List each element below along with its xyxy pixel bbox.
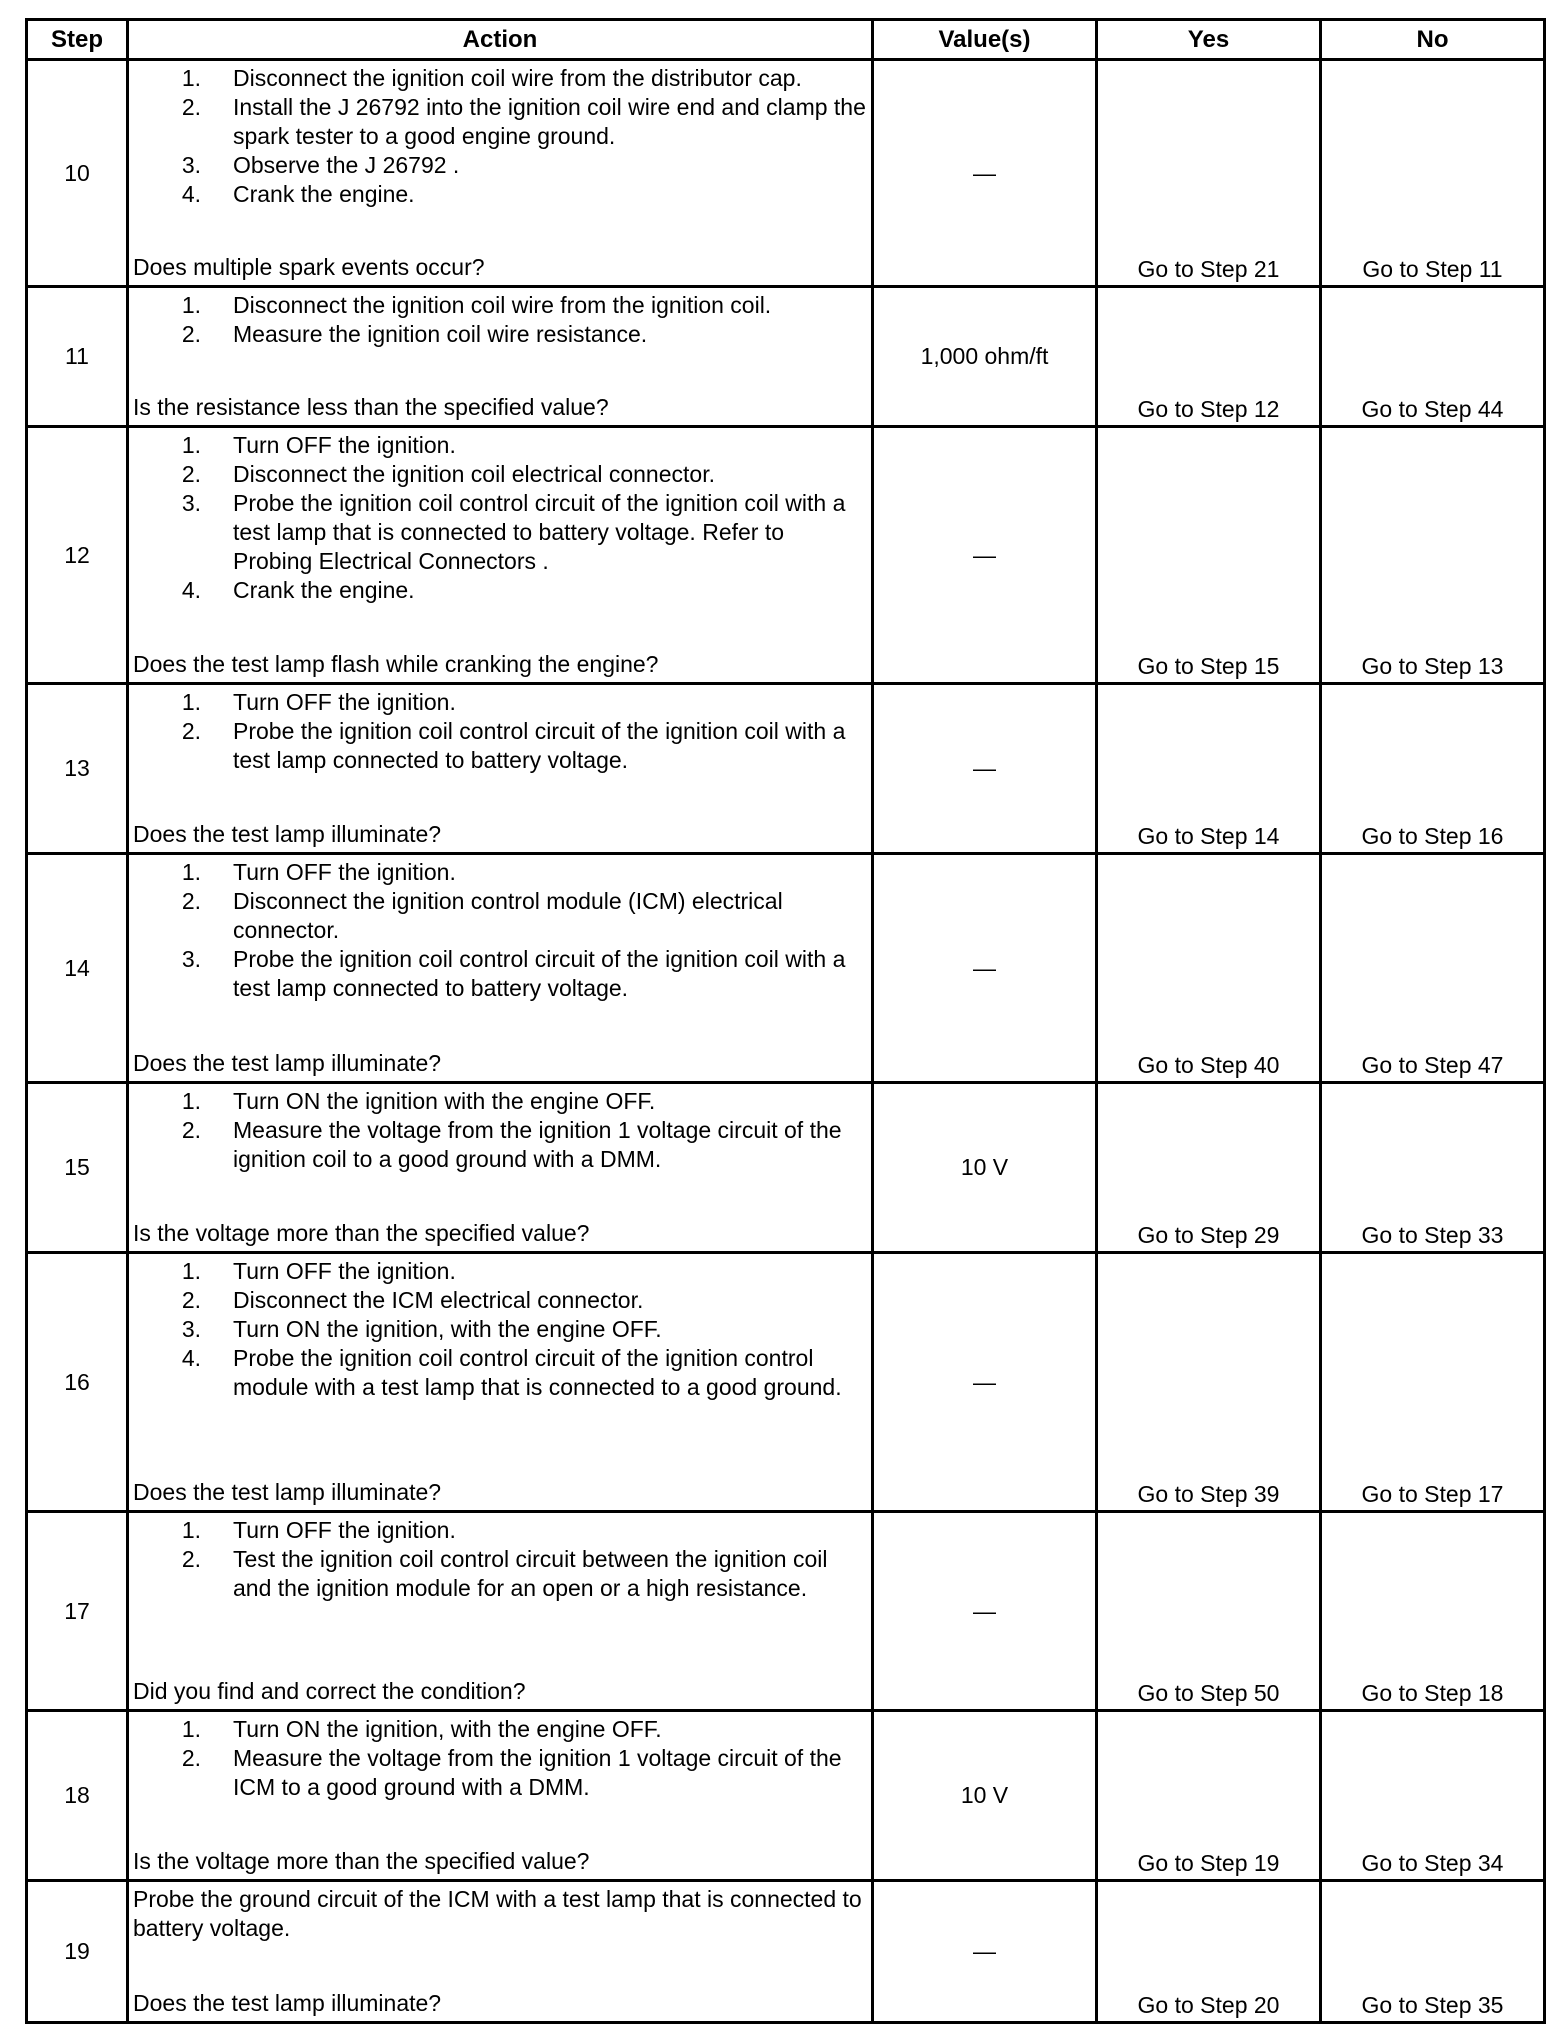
- action-item-number: 2.: [181, 94, 201, 120]
- action-item-number: 2.: [181, 461, 201, 487]
- action-item: [133, 576, 867, 605]
- action-item-number: 3.: [181, 152, 201, 178]
- header-step: Step: [27, 20, 128, 60]
- action-item: [133, 1087, 867, 1116]
- action-item-number: 2.: [181, 718, 201, 744]
- action-item: [133, 1744, 867, 1802]
- action-item-number: 2.: [181, 888, 201, 914]
- yes-cell: Go to Step 14: [1097, 684, 1321, 854]
- no-cell: Go to Step 44: [1321, 287, 1545, 427]
- step-number: 15: [27, 1083, 128, 1253]
- action-item: [133, 945, 867, 1003]
- action-item-text: Turn OFF the ignition.: [233, 859, 456, 885]
- action-item-text: Install the J 26792 into the ignition coil wire end and clamp the spark tester to a good engine ground.: [233, 94, 866, 149]
- action-item: [133, 1116, 867, 1174]
- action-cell: [128, 684, 873, 854]
- action-list: [133, 1715, 867, 1802]
- value-cell: —: [873, 60, 1097, 287]
- action-list: [133, 688, 867, 775]
- action-question: Does the test lamp illuminate?: [133, 1050, 442, 1076]
- header-action: Action: [128, 20, 873, 60]
- action-question: Did you find and correct the condition?: [133, 1678, 526, 1704]
- action-item-text: Disconnect the ignition coil wire from the ignition coil.: [233, 292, 772, 318]
- yes-cell: Go to Step 39: [1097, 1253, 1321, 1512]
- action-item-number: 1.: [181, 1088, 201, 1114]
- step-number: 10: [27, 60, 128, 287]
- no-cell: Go to Step 35: [1321, 1881, 1545, 2023]
- action-item-number: 3.: [181, 490, 201, 516]
- action-item-number: 3.: [181, 1316, 201, 1342]
- value-cell: —: [873, 684, 1097, 854]
- step-number: 13: [27, 684, 128, 854]
- action-list: [133, 1257, 867, 1402]
- step-number: 14: [27, 854, 128, 1083]
- action-item-text: Probe the ignition coil control circuit of the ignition coil with a test lamp connected to battery voltage.: [233, 718, 846, 773]
- yes-cell: Go to Step 29: [1097, 1083, 1321, 1253]
- action-item: [133, 717, 867, 775]
- action-list: [133, 64, 867, 209]
- action-item-number: 4.: [181, 1345, 201, 1371]
- no-cell: Go to Step 47: [1321, 854, 1545, 1083]
- table-row: [27, 60, 1545, 287]
- value-cell: 10 V: [873, 1083, 1097, 1253]
- header-row: [27, 20, 1545, 60]
- action-item-text: Turn OFF the ignition.: [233, 1517, 456, 1543]
- action-item-text: Crank the engine.: [233, 181, 415, 207]
- no-cell: Go to Step 16: [1321, 684, 1545, 854]
- action-list: [133, 431, 867, 605]
- table-row: [27, 1083, 1545, 1253]
- action-item: [133, 291, 867, 320]
- action-item-number: 4.: [181, 181, 201, 207]
- value-cell: —: [873, 854, 1097, 1083]
- no-cell: Go to Step 33: [1321, 1083, 1545, 1253]
- action-item: [133, 1715, 867, 1744]
- table-row: [27, 1253, 1545, 1512]
- action-item-text: Crank the engine.: [233, 577, 415, 603]
- action-cell: [128, 1512, 873, 1711]
- action-item-number: 1.: [181, 292, 201, 318]
- action-item-text: Turn OFF the ignition.: [233, 1258, 456, 1284]
- action-item-number: 1.: [181, 1258, 201, 1284]
- action-item-number: 2.: [181, 321, 201, 347]
- action-item-number: 3.: [181, 946, 201, 972]
- action-item: [133, 151, 867, 180]
- action-item: [133, 1344, 867, 1402]
- table-row: [27, 1711, 1545, 1881]
- step-number: 18: [27, 1711, 128, 1881]
- action-question: Does the test lamp illuminate?: [133, 1479, 442, 1505]
- no-cell: Go to Step 17: [1321, 1253, 1545, 1512]
- action-item: [133, 489, 867, 576]
- value-cell: —: [873, 1253, 1097, 1512]
- action-item-text: Probe the ignition coil control circuit of the ignition control module with a test lamp that is connected to a good ground.: [233, 1345, 842, 1400]
- value-cell: —: [873, 1512, 1097, 1711]
- action-item: [133, 320, 867, 349]
- action-question: Does multiple spark events occur?: [133, 254, 485, 280]
- action-item-text: Measure the voltage from the ignition 1 voltage circuit of the ignition coil to a good ground with a DMM.: [233, 1117, 842, 1172]
- action-cell: [128, 1711, 873, 1881]
- value-cell: —: [873, 427, 1097, 684]
- yes-cell: Go to Step 19: [1097, 1711, 1321, 1881]
- action-list: [133, 858, 867, 1003]
- action-item-text: Test the ignition coil control circuit between the ignition coil and the ignition module for an open or a high resistance.: [233, 1546, 828, 1601]
- value-cell: 10 V: [873, 1711, 1097, 1881]
- action-item-text: Turn ON the ignition, with the engine OFF.: [233, 1716, 662, 1742]
- value-cell: 1,000 ohm/ft: [873, 287, 1097, 427]
- action-item: [133, 1516, 867, 1545]
- action-list: [133, 1087, 867, 1174]
- yes-cell: Go to Step 20: [1097, 1881, 1321, 2023]
- table-row: [27, 684, 1545, 854]
- action-item: [133, 887, 867, 945]
- action-item: [133, 688, 867, 717]
- yes-cell: Go to Step 15: [1097, 427, 1321, 684]
- no-cell: Go to Step 13: [1321, 427, 1545, 684]
- action-item-number: 2.: [181, 1287, 201, 1313]
- action-item: [133, 858, 867, 887]
- action-cell: [128, 854, 873, 1083]
- action-item-number: 2.: [181, 1117, 201, 1143]
- header-values: Value(s): [873, 20, 1097, 60]
- action-item-text: Measure the voltage from the ignition 1 voltage circuit of the ICM to a good ground with a DMM.: [233, 1745, 842, 1800]
- action-item-number: 2.: [181, 1546, 201, 1572]
- action-item-text: Measure the ignition coil wire resistance.: [233, 321, 648, 347]
- action-question: Does the test lamp illuminate?: [133, 821, 442, 847]
- action-list: [133, 1516, 867, 1603]
- action-cell: [128, 1881, 873, 2023]
- header-no: No: [1321, 20, 1545, 60]
- table-row: [27, 1512, 1545, 1711]
- header-yes: Yes: [1097, 20, 1321, 60]
- action-item-number: 1.: [181, 1716, 201, 1742]
- yes-cell: Go to Step 12: [1097, 287, 1321, 427]
- action-item-text: Disconnect the ignition control module (ICM) electrical connector.: [233, 888, 783, 943]
- action-item-text: Turn ON the ignition, with the engine OFF.: [233, 1316, 662, 1342]
- action-item-number: 1.: [181, 859, 201, 885]
- step-number: 16: [27, 1253, 128, 1512]
- action-item-number: 1.: [181, 432, 201, 458]
- action-item-number: 4.: [181, 577, 201, 603]
- action-question: Is the resistance less than the specified value?: [133, 394, 609, 420]
- action-item: [133, 180, 867, 209]
- yes-cell: Go to Step 40: [1097, 854, 1321, 1083]
- no-cell: Go to Step 34: [1321, 1711, 1545, 1881]
- action-item: [133, 1286, 867, 1315]
- action-item-text: Probe the ignition coil control circuit of the ignition coil with a test lamp that is connected to battery voltage. Refer to Probing Electrical Connectors .: [233, 490, 846, 574]
- action-item: [133, 93, 867, 151]
- value-cell: —: [873, 1881, 1097, 2023]
- action-item-text: Turn ON the ignition with the engine OFF.: [233, 1088, 656, 1114]
- action-question: Does the test lamp illuminate?: [133, 1990, 442, 2016]
- action-item-text: Probe the ignition coil control circuit of the ignition coil with a test lamp connected to battery voltage.: [233, 946, 846, 1001]
- action-cell: [128, 287, 873, 427]
- action-question: Is the voltage more than the specified value?: [133, 1848, 590, 1874]
- no-cell: Go to Step 11: [1321, 60, 1545, 287]
- action-item-text: Turn OFF the ignition.: [233, 689, 456, 715]
- action-item-text: Disconnect the ignition coil wire from the distributor cap.: [233, 65, 802, 91]
- action-item-text: Turn OFF the ignition.: [233, 432, 456, 458]
- table-row: [27, 427, 1545, 684]
- action-question: Is the voltage more than the specified value?: [133, 1220, 590, 1246]
- yes-cell: Go to Step 21: [1097, 60, 1321, 287]
- step-number: 17: [27, 1512, 128, 1711]
- action-item-text: Disconnect the ICM electrical connector.: [233, 1287, 644, 1313]
- action-item: [133, 1545, 867, 1603]
- no-cell: Go to Step 18: [1321, 1512, 1545, 1711]
- action-item: [133, 1315, 867, 1344]
- action-intro: Probe the ground circuit of the ICM with a test lamp that is connected to battery voltage.: [133, 1886, 862, 1941]
- action-item-number: 1.: [181, 65, 201, 91]
- diagnostic-table: [25, 18, 1546, 2024]
- diagnostic-table-container: [25, 18, 1543, 2024]
- table-row: [27, 1881, 1545, 2023]
- action-item-text: Disconnect the ignition coil electrical connector.: [233, 461, 715, 487]
- action-item: [133, 64, 867, 93]
- action-cell: [128, 427, 873, 684]
- action-cell: [128, 1253, 873, 1512]
- table-row: [27, 854, 1545, 1083]
- action-item-text: Observe the J 26792 .: [233, 152, 460, 178]
- action-item-number: 1.: [181, 689, 201, 715]
- action-list: [133, 291, 867, 349]
- action-question: Does the test lamp flash while cranking the engine?: [133, 651, 659, 677]
- action-item: [133, 1257, 867, 1286]
- yes-cell: Go to Step 50: [1097, 1512, 1321, 1711]
- action-item-number: 1.: [181, 1517, 201, 1543]
- table-row: [27, 287, 1545, 427]
- action-item: [133, 431, 867, 460]
- action-item: [133, 460, 867, 489]
- action-item-number: 2.: [181, 1745, 201, 1771]
- action-cell: [128, 60, 873, 287]
- step-number: 11: [27, 287, 128, 427]
- step-number: 12: [27, 427, 128, 684]
- step-number: 19: [27, 1881, 128, 2023]
- action-cell: [128, 1083, 873, 1253]
